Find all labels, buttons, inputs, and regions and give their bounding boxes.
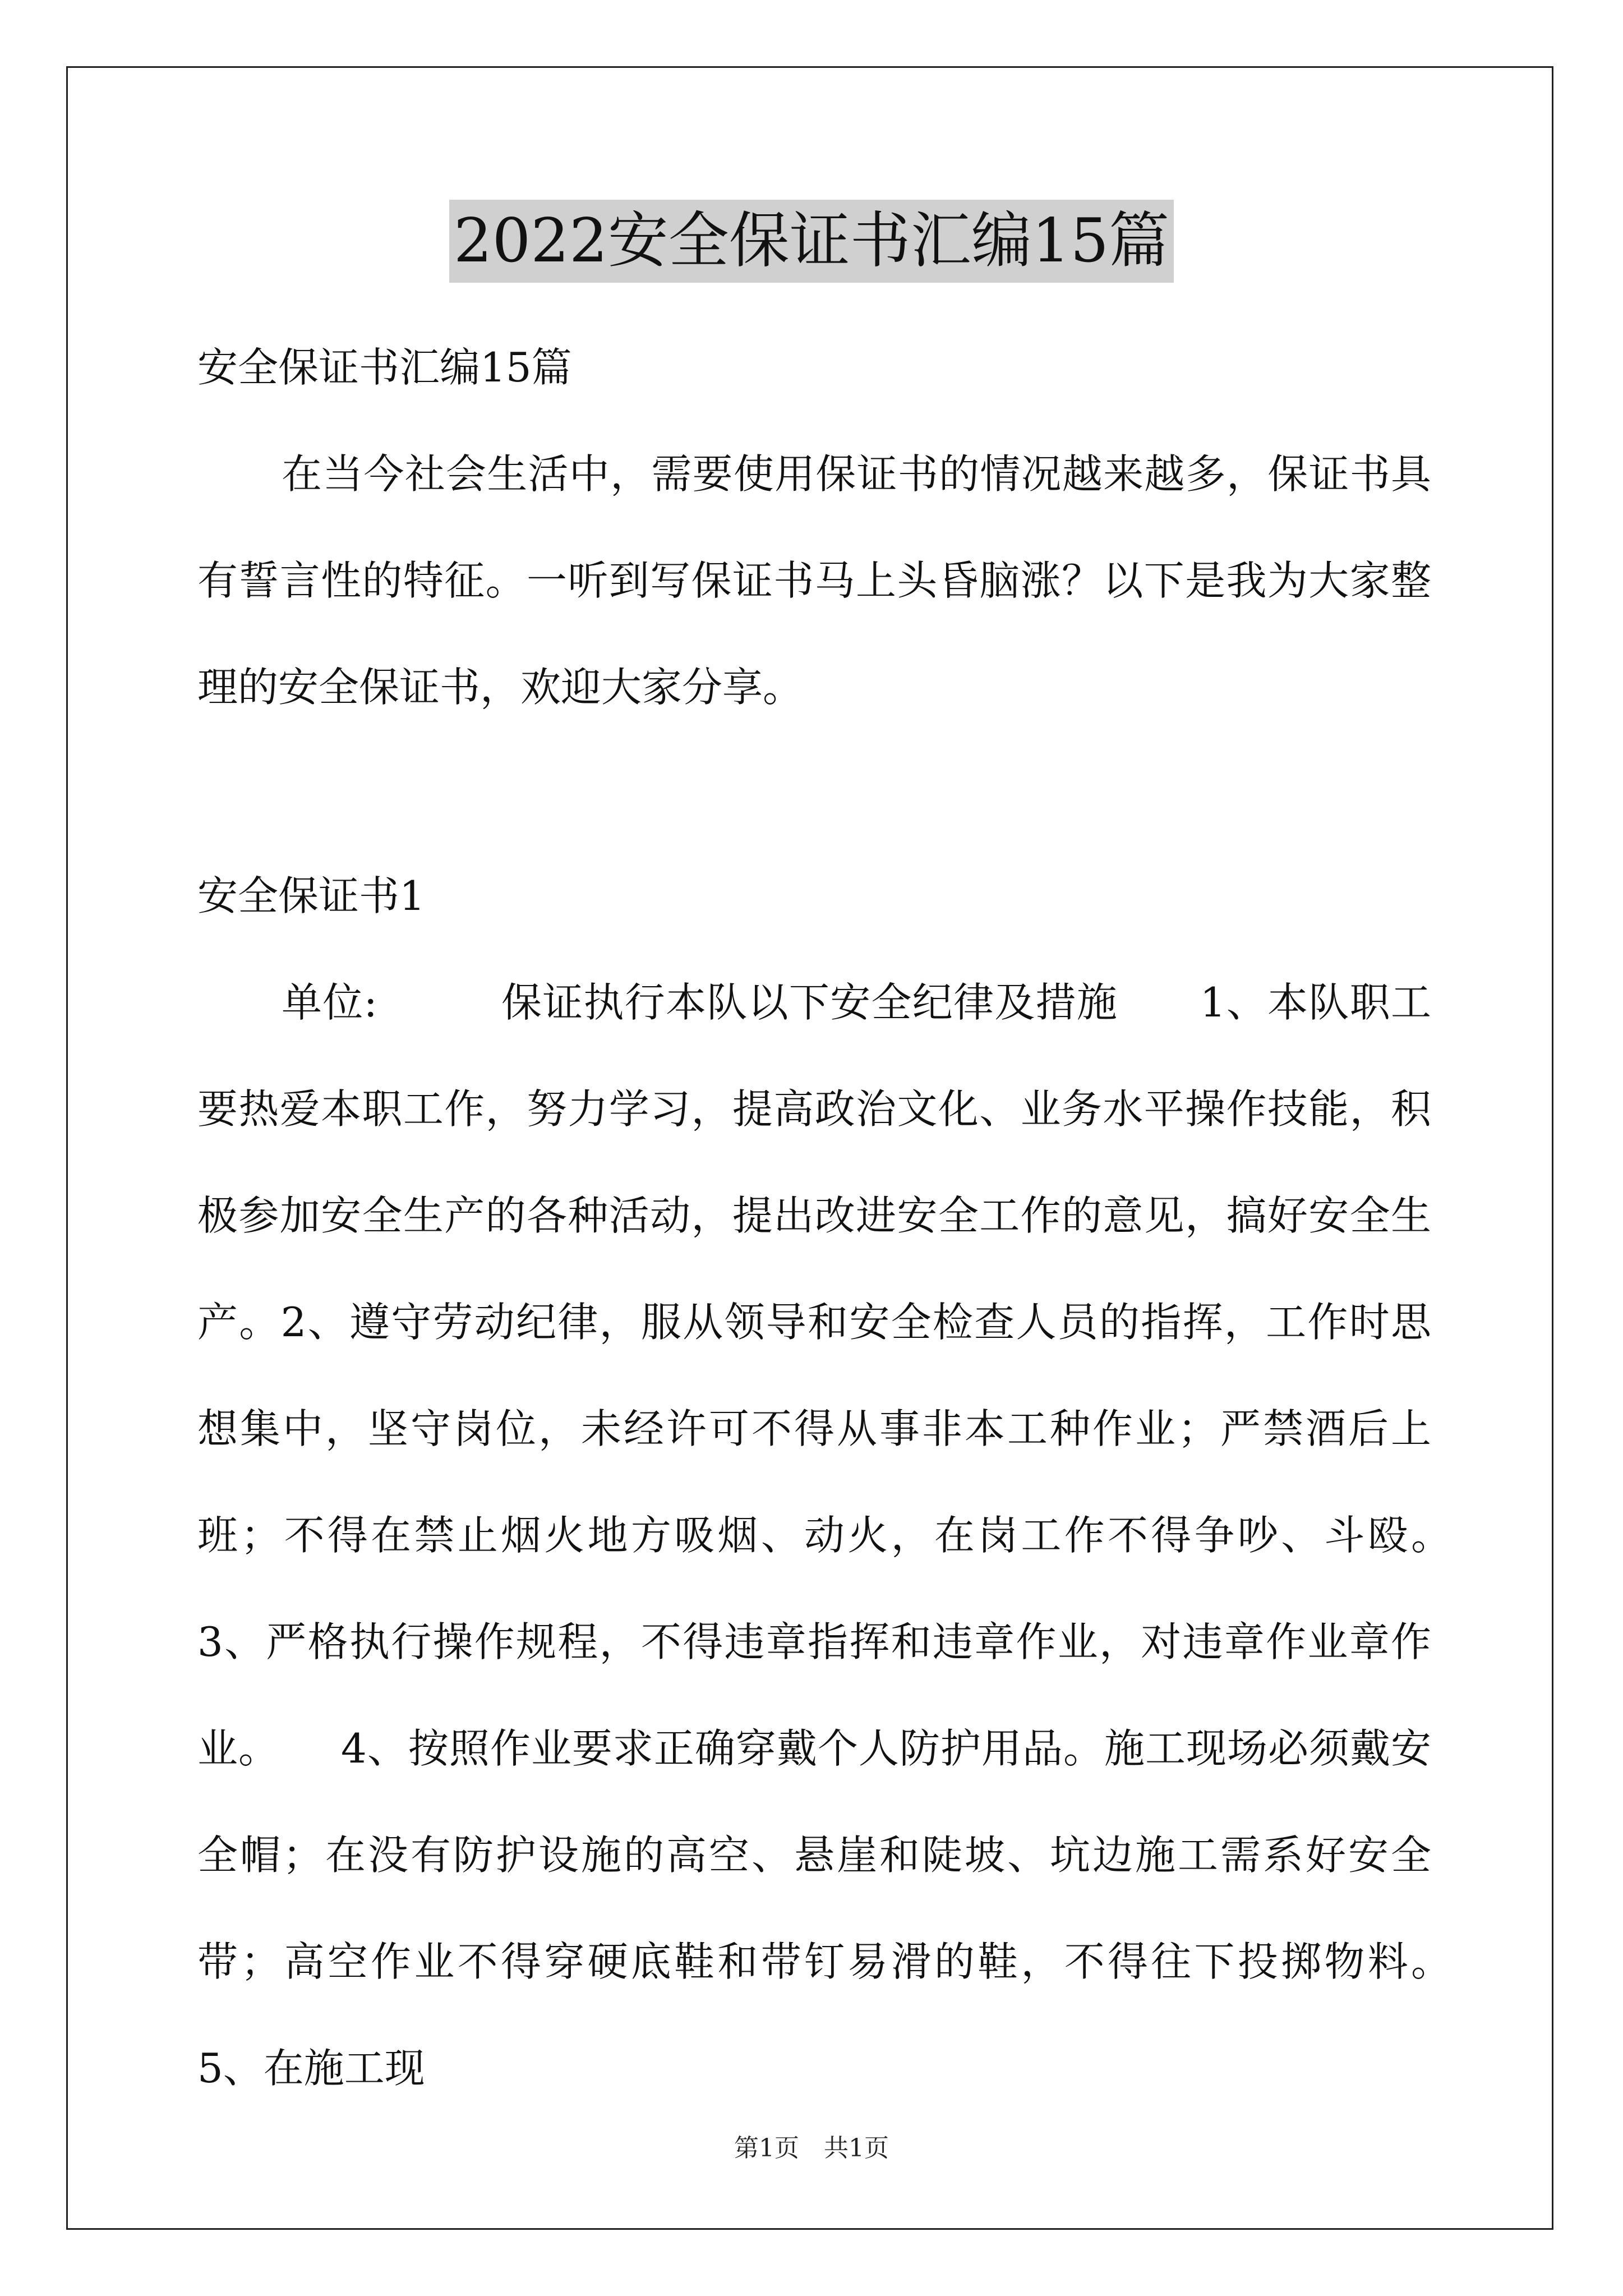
document-body xyxy=(197,314,1513,2122)
intro-paragraph: 在当今社会生活中，需要使用保证书的情况越来越多，保证书具有誓言性的特征。一听到写保证书马上头昏脑涨？以下是我为大家整理的安全保证书，欢迎大家分享。 xyxy=(197,450,1431,711)
document-subtitle: 安全保证书汇编15篇 xyxy=(197,344,572,391)
section-heading: 安全保证书1 xyxy=(197,872,425,919)
document-title: 2022安全保证书汇编15篇 xyxy=(449,200,1174,283)
title-container xyxy=(0,200,1623,283)
paragraph-gap xyxy=(197,740,1431,843)
body-paragraph: 单位: 保证执行本队以下安全纪律及措施 1、本队职工要热爱本职工作，努力学习，提高政治文化、业务水平操作技能，积极参加安全生产的各种活动，提出改进安全工作的意见，搞好安全生产。2、遵守劳动纪律，服从领导和安全检查人员的指挥，工作时思想集中，坚守岗位，未经许可不得从事非本工种作业；严禁酒后上班；不得在禁止烟火地方吸烟、动火，在岗工作不得争吵、斗殴。 3、严格执行操作规程，不得违章指挥和违章作业，对违章作业章作业。 4、按照作业要求正确穿戴个人防护用品。施工现场必须戴安全帽；在没有防护设施的高空、悬崖和陡坡、坑边施工需系好安全带；高空作业不得穿硬底鞋和带钉易滑的鞋，不得往下投掷物料。 5、在施工现 xyxy=(197,979,1513,2092)
page-footer: 第1页 共1页 xyxy=(734,2134,889,2162)
